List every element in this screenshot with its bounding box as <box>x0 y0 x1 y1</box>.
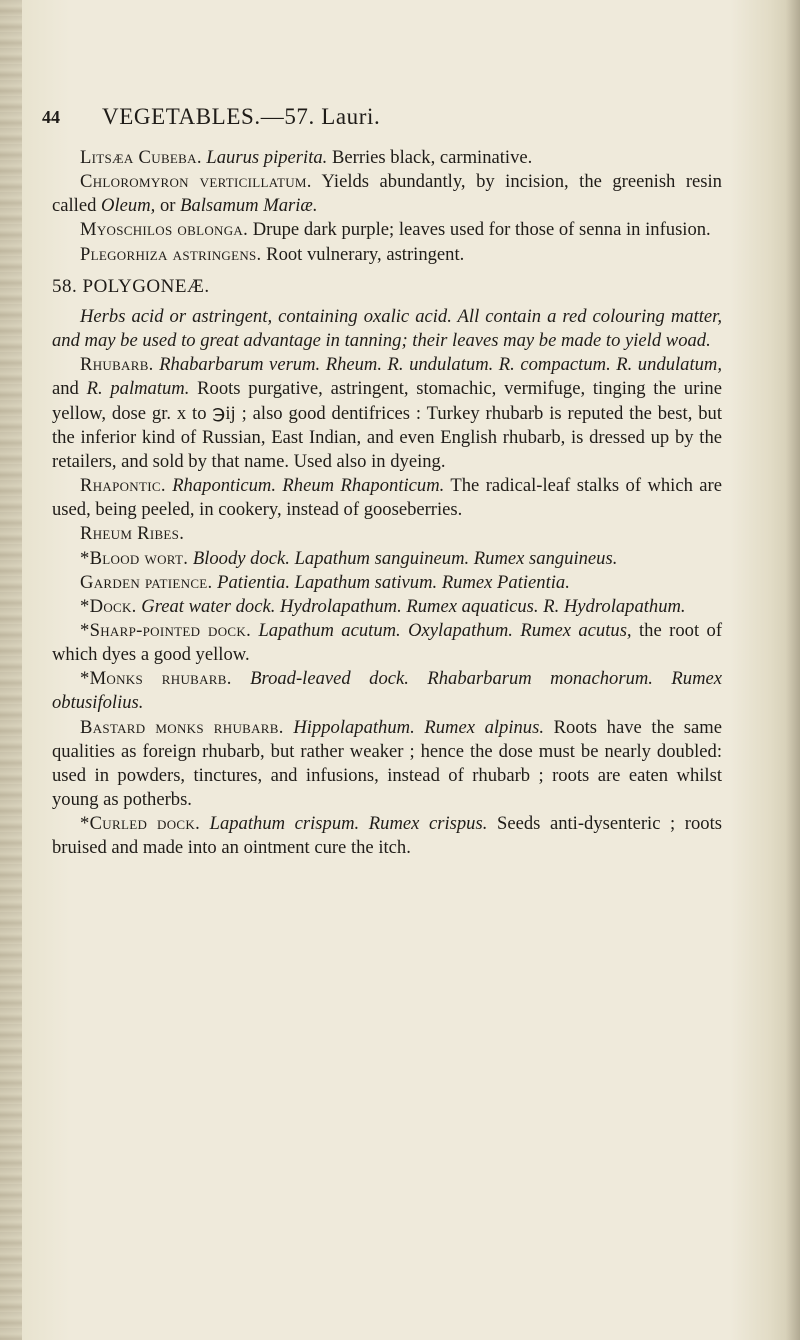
entry-chloromyron <box>52 170 722 218</box>
entry-text: Yields abundantly, by incision, the greenish resin called <box>52 171 722 217</box>
entry-latin: R. palmatum. <box>86 378 190 400</box>
section-intro: Herbs acid or astringent, containing oxalic acid. All contain a red colouring matter, and may be used to great advantage in tanning; their leaves may be made to yield woad. <box>52 305 722 352</box>
entry-name: Rhapontic. <box>80 475 166 497</box>
entry-latin: Rhaponticum. Rheum Rhaponticum. <box>172 475 445 497</box>
entry-name: Plegorhiza astringens. <box>80 243 262 265</box>
entry-latin: Rhabarbarum verum. Rheum. R. undulatum. R. compactum. R. undulatum, <box>159 354 722 376</box>
page-right-edge <box>786 0 800 1340</box>
entry-latin: Hippolapathum. Rumex alpinus. <box>293 716 544 738</box>
entry-text: Berries black, carminative. <box>331 147 533 168</box>
entry-rhubarb <box>52 353 722 474</box>
section-heading: 58. POLYGONEÆ. <box>52 275 210 297</box>
entry-curled-dock <box>52 812 722 860</box>
entry-text: and <box>52 378 79 400</box>
entry-text: or <box>159 195 176 217</box>
entry-name: Myoschilos oblonga. <box>80 219 249 241</box>
entry-name: Rhubarb. <box>80 354 154 376</box>
entry-latin: Great water dock. Hydrolapathum. Rumex aquaticus. R. Hydrolapathum. <box>141 595 686 617</box>
entry-latin: Patientia. Lapathum sativum. Rumex Patientia. <box>217 571 570 593</box>
entry-text: Seeds anti-dysenteric ; roots bruised and made into an ointment cure the itch. <box>52 813 722 859</box>
entry-name: Rheum Ribes. <box>80 523 185 545</box>
entry-litsaea <box>52 146 722 170</box>
entry-name: *Dock. <box>80 595 137 617</box>
entry-plegorhiza <box>52 243 722 267</box>
entry-latin: Laurus piperita. <box>206 147 328 168</box>
page-binding-edge <box>0 0 22 1340</box>
entry-text: The radical-leaf stalks of which are used, being peeled, in cookery, instead of gooseberries. <box>52 475 723 521</box>
entry-rheum-ribes <box>52 522 722 546</box>
page-header <box>42 104 742 139</box>
entry-latin: Broad-leaved dock. Rhabarbarum monachorum. Rumex obtusifolius. <box>52 668 722 714</box>
entry-name: Litsæa Cubeba. <box>80 147 202 168</box>
entry-text: Root vulnerary, astringent. <box>266 243 465 265</box>
entry-bastard-monks-rhubarb <box>52 716 722 813</box>
entry-name: Garden patience. <box>80 571 213 593</box>
entry-name: Bastard monks rhubarb. <box>80 716 284 738</box>
entry-name: *Monks rhubarb. <box>80 668 232 690</box>
running-title: VEGETABLES.—57. Lauri. <box>102 104 381 129</box>
entry-text: the root of which dyes a good yellow. <box>52 619 723 666</box>
page-number: 44 <box>42 107 60 127</box>
entry-rhapontic <box>52 474 722 522</box>
entry-myoschilos <box>52 218 722 242</box>
entry-blood-wort <box>52 547 722 571</box>
entry-sharp-pointed-dock <box>52 619 722 667</box>
entry-dock <box>52 595 722 619</box>
entry-name: Chloromyron verticillatum. <box>80 171 312 193</box>
entry-latin: Bloody dock. Lapathum sanguineum. Rumex sanguineus. <box>192 547 618 569</box>
entry-garden-patience <box>52 571 722 595</box>
entry-name: *Blood wort. <box>80 547 189 569</box>
page-body <box>52 146 722 861</box>
entry-monks-rhubarb <box>52 667 722 715</box>
entry-latin: Oleum, <box>101 195 156 217</box>
entry-text: Drupe dark purple; leaves used for those of senna in infusion. <box>252 219 711 241</box>
entry-name: *Curled dock. <box>80 813 201 835</box>
entry-latin: Balsamum Mariæ. <box>180 195 318 217</box>
entry-text: Roots purgative, astringent, stomachic, vermifuge, tinging the urine yellow, dose gr. x to ℈ij ; also good dentifrices : Turkey rhubarb is reputed the best, but the inferior kind of Russian, East Indian, and even English rhubarb, is dressed up by the retailers, and sold by that name. Used also in dyeing. <box>52 378 722 472</box>
entry-latin: Lapathum crispum. Rumex crispus. <box>209 813 488 835</box>
entry-latin: Lapathum acutum. Oxylapathum. Rumex acutus, <box>258 619 632 641</box>
entry-name: *Sharp-pointed dock. <box>80 619 252 641</box>
entry-text: Roots have the same qualities as foreign rhubarb, but rather weaker ; hence the dose must be nearly doubled: used in powders, tinctures, and infusions, instead of rhubarb ; roots are eaten whilst young as potherbs. <box>52 716 722 811</box>
